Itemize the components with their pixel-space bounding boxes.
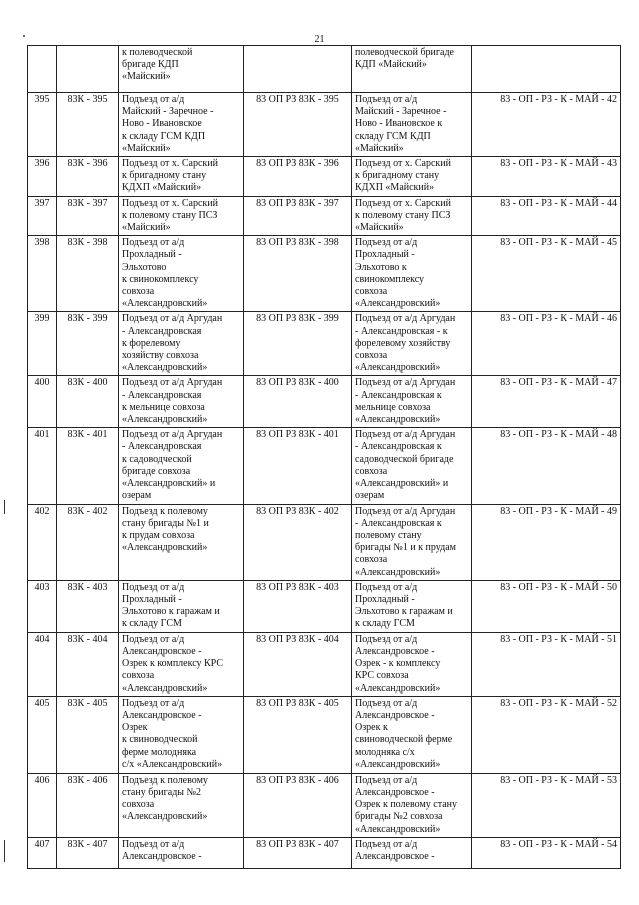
road-identifier: 83 ОП РЗ 83К - 399: [244, 312, 352, 376]
road-code: 83К - 406: [57, 773, 119, 837]
road-name-alt: Подъезд от а/д Александровское - Озрек к свиноводческой ферме молодняка с/х «Александровский»: [352, 696, 472, 773]
road-identifier: 83 ОП РЗ 83К - 398: [244, 236, 352, 312]
road-name-alt: Подъезд от а/д Александровское - Озрек к полевому стану бригады №2 совхоза «Александровский»: [352, 773, 472, 837]
table-row: [28, 632, 621, 696]
road-name: к полеводческой бригаде КДП «Майский»: [119, 46, 244, 93]
table-row: [28, 428, 621, 504]
road-code: 83К - 395: [57, 93, 119, 157]
row-number: 406: [28, 773, 57, 837]
registry-number: 83 - ОП - РЗ - К - МАЙ - 52: [472, 696, 621, 773]
road-code: 83К - 403: [57, 580, 119, 632]
registry-number: [472, 46, 621, 93]
table-row: [28, 157, 621, 197]
road-code: 83К - 399: [57, 312, 119, 376]
row-number: 403: [28, 580, 57, 632]
road-code: [57, 46, 119, 93]
road-name: Подъезд от а/д Аргудан - Александровская к форелевому хозяйству совхоза «Александровский»: [119, 312, 244, 376]
road-name: Подъезд от а/д Прохладный - Эльхотово к свинокомплексу совхоза «Александровский»: [119, 236, 244, 312]
road-name: Подъезд от а/д Александровское - Озрек к комплексу КРС совхоза «Александровский»: [119, 632, 244, 696]
road-code: 83К - 400: [57, 376, 119, 428]
row-number: 401: [28, 428, 57, 504]
row-number: 404: [28, 632, 57, 696]
road-identifier: 83 ОП РЗ 83К - 403: [244, 580, 352, 632]
road-name-alt: Подъезд от х. Сарский к полевому стану ПСЗ «Майский»: [352, 196, 472, 236]
road-name-alt: Подъезд от а/д Александровское -: [352, 837, 472, 868]
road-name-alt: Подъезд от а/д Прохладный - Эльхотово к гаражам и к складу ГСМ: [352, 580, 472, 632]
registry-number: 83 - ОП - РЗ - К - МАЙ - 43: [472, 157, 621, 197]
table-row: [28, 312, 621, 376]
road-name: Подъезд от а/д Аргудан - Александровская к мельнице совхоза «Александровский»: [119, 376, 244, 428]
road-name-alt: Подъезд от а/д Прохладный - Эльхотово к свинокомплексу совхоза «Александровский»: [352, 236, 472, 312]
road-name-alt: Подъезд от а/д Александровское - Озрек - к комплексу КРС совхоза «Александровский»: [352, 632, 472, 696]
registry-number: 83 - ОП - РЗ - К - МАЙ - 44: [472, 196, 621, 236]
road-identifier: 83 ОП РЗ 83К - 404: [244, 632, 352, 696]
road-code: 83К - 397: [57, 196, 119, 236]
road-name: Подъезд от а/д Прохладный - Эльхотово к гаражам и к складу ГСМ: [119, 580, 244, 632]
table-row: [28, 236, 621, 312]
table-row: [28, 837, 621, 868]
road-registry-table: [27, 45, 621, 869]
table-row: [28, 696, 621, 773]
table-row: [28, 773, 621, 837]
table-row: [28, 46, 621, 93]
road-name-alt: Подъезд от х. Сарский к бригадному стану КДХП «Майский»: [352, 157, 472, 197]
road-name-alt: Подъезд от а/д Майский - Заречное - Ново - Ивановское к складу ГСМ КДП «Майский»: [352, 93, 472, 157]
road-name: Подъезд к полевому стану бригады №1 и к прудам совхоза «Александровский»: [119, 504, 244, 580]
registry-number: 83 - ОП - РЗ - К - МАЙ - 54: [472, 837, 621, 868]
road-identifier: 83 ОП РЗ 83К - 406: [244, 773, 352, 837]
road-name: Подъезд от х. Сарский к бригадному стану КДХП «Майский»: [119, 157, 244, 197]
road-name: Подъезд от х. Сарский к полевому стану ПСЗ «Майский»: [119, 196, 244, 236]
row-number: [28, 46, 57, 93]
binding-mark: [4, 840, 5, 862]
road-code: 83К - 398: [57, 236, 119, 312]
registry-body: [28, 46, 621, 869]
road-name: Подъезд от а/д Аргудан - Александровская к садоводческой бригаде совхоза «Александровский» и озерам: [119, 428, 244, 504]
row-number: 400: [28, 376, 57, 428]
road-code: 83К - 405: [57, 696, 119, 773]
road-name-alt: Подъезд от а/д Аргудан - Александровская к мельнице совхоза «Александровский»: [352, 376, 472, 428]
row-number: 405: [28, 696, 57, 773]
road-name-alt: Подъезд от а/д Аргудан - Александровская к полевому стану бригады №1 и к прудам совхоза «Александровский»: [352, 504, 472, 580]
road-name-alt: Подъезд от а/д Аргудан - Александровская к садоводческой бригаде совхоза «Александровский» и озерам: [352, 428, 472, 504]
road-identifier: 83 ОП РЗ 83К - 397: [244, 196, 352, 236]
road-name: Подъезд к полевому стану бригады №2 совхоза «Александровский»: [119, 773, 244, 837]
registry-number: 83 - ОП - РЗ - К - МАЙ - 53: [472, 773, 621, 837]
road-code: 83К - 407: [57, 837, 119, 868]
table-row: [28, 504, 621, 580]
row-number: 396: [28, 157, 57, 197]
table-row: [28, 196, 621, 236]
registry-number: 83 - ОП - РЗ - К - МАЙ - 46: [472, 312, 621, 376]
binding-mark: [4, 500, 5, 514]
row-number: 395: [28, 93, 57, 157]
page-number: 21: [314, 34, 325, 45]
table-row: [28, 580, 621, 632]
road-identifier: [244, 46, 352, 93]
row-number: 407: [28, 837, 57, 868]
road-name: Подъезд от а/д Майский - Заречное - Ново - Ивановское к складу ГСМ КДП «Майский»: [119, 93, 244, 157]
road-identifier: 83 ОП РЗ 83К - 401: [244, 428, 352, 504]
registry-number: 83 - ОП - РЗ - К - МАЙ - 50: [472, 580, 621, 632]
road-name: Подъезд от а/д Александровское -: [119, 837, 244, 868]
registry-number: 83 - ОП - РЗ - К - МАЙ - 49: [472, 504, 621, 580]
scan-speck: [23, 35, 25, 37]
road-code: 83К - 404: [57, 632, 119, 696]
road-identifier: 83 ОП РЗ 83К - 395: [244, 93, 352, 157]
registry-number: 83 - ОП - РЗ - К - МАЙ - 48: [472, 428, 621, 504]
registry-number: 83 - ОП - РЗ - К - МАЙ - 42: [472, 93, 621, 157]
table-row: [28, 376, 621, 428]
registry-number: 83 - ОП - РЗ - К - МАЙ - 47: [472, 376, 621, 428]
road-code: 83К - 401: [57, 428, 119, 504]
road-identifier: 83 ОП РЗ 83К - 400: [244, 376, 352, 428]
road-name-alt: Подъезд от а/д Аргудан - Александровская - к форелевому хозяйству совхоза «Александровский»: [352, 312, 472, 376]
road-name-alt: полеводческой бригаде КДП «Майский»: [352, 46, 472, 93]
row-number: 402: [28, 504, 57, 580]
road-identifier: 83 ОП РЗ 83К - 402: [244, 504, 352, 580]
road-name: Подъезд от а/д Александровское - Озрек к свиноводческой ферме молодняка с/х «Александровский»: [119, 696, 244, 773]
row-number: 399: [28, 312, 57, 376]
road-identifier: 83 ОП РЗ 83К - 407: [244, 837, 352, 868]
road-code: 83К - 402: [57, 504, 119, 580]
road-identifier: 83 ОП РЗ 83К - 396: [244, 157, 352, 197]
road-code: 83К - 396: [57, 157, 119, 197]
registry-number: 83 - ОП - РЗ - К - МАЙ - 45: [472, 236, 621, 312]
road-identifier: 83 ОП РЗ 83К - 405: [244, 696, 352, 773]
registry-number: 83 - ОП - РЗ - К - МАЙ - 51: [472, 632, 621, 696]
row-number: 397: [28, 196, 57, 236]
table-row: [28, 93, 621, 157]
row-number: 398: [28, 236, 57, 312]
